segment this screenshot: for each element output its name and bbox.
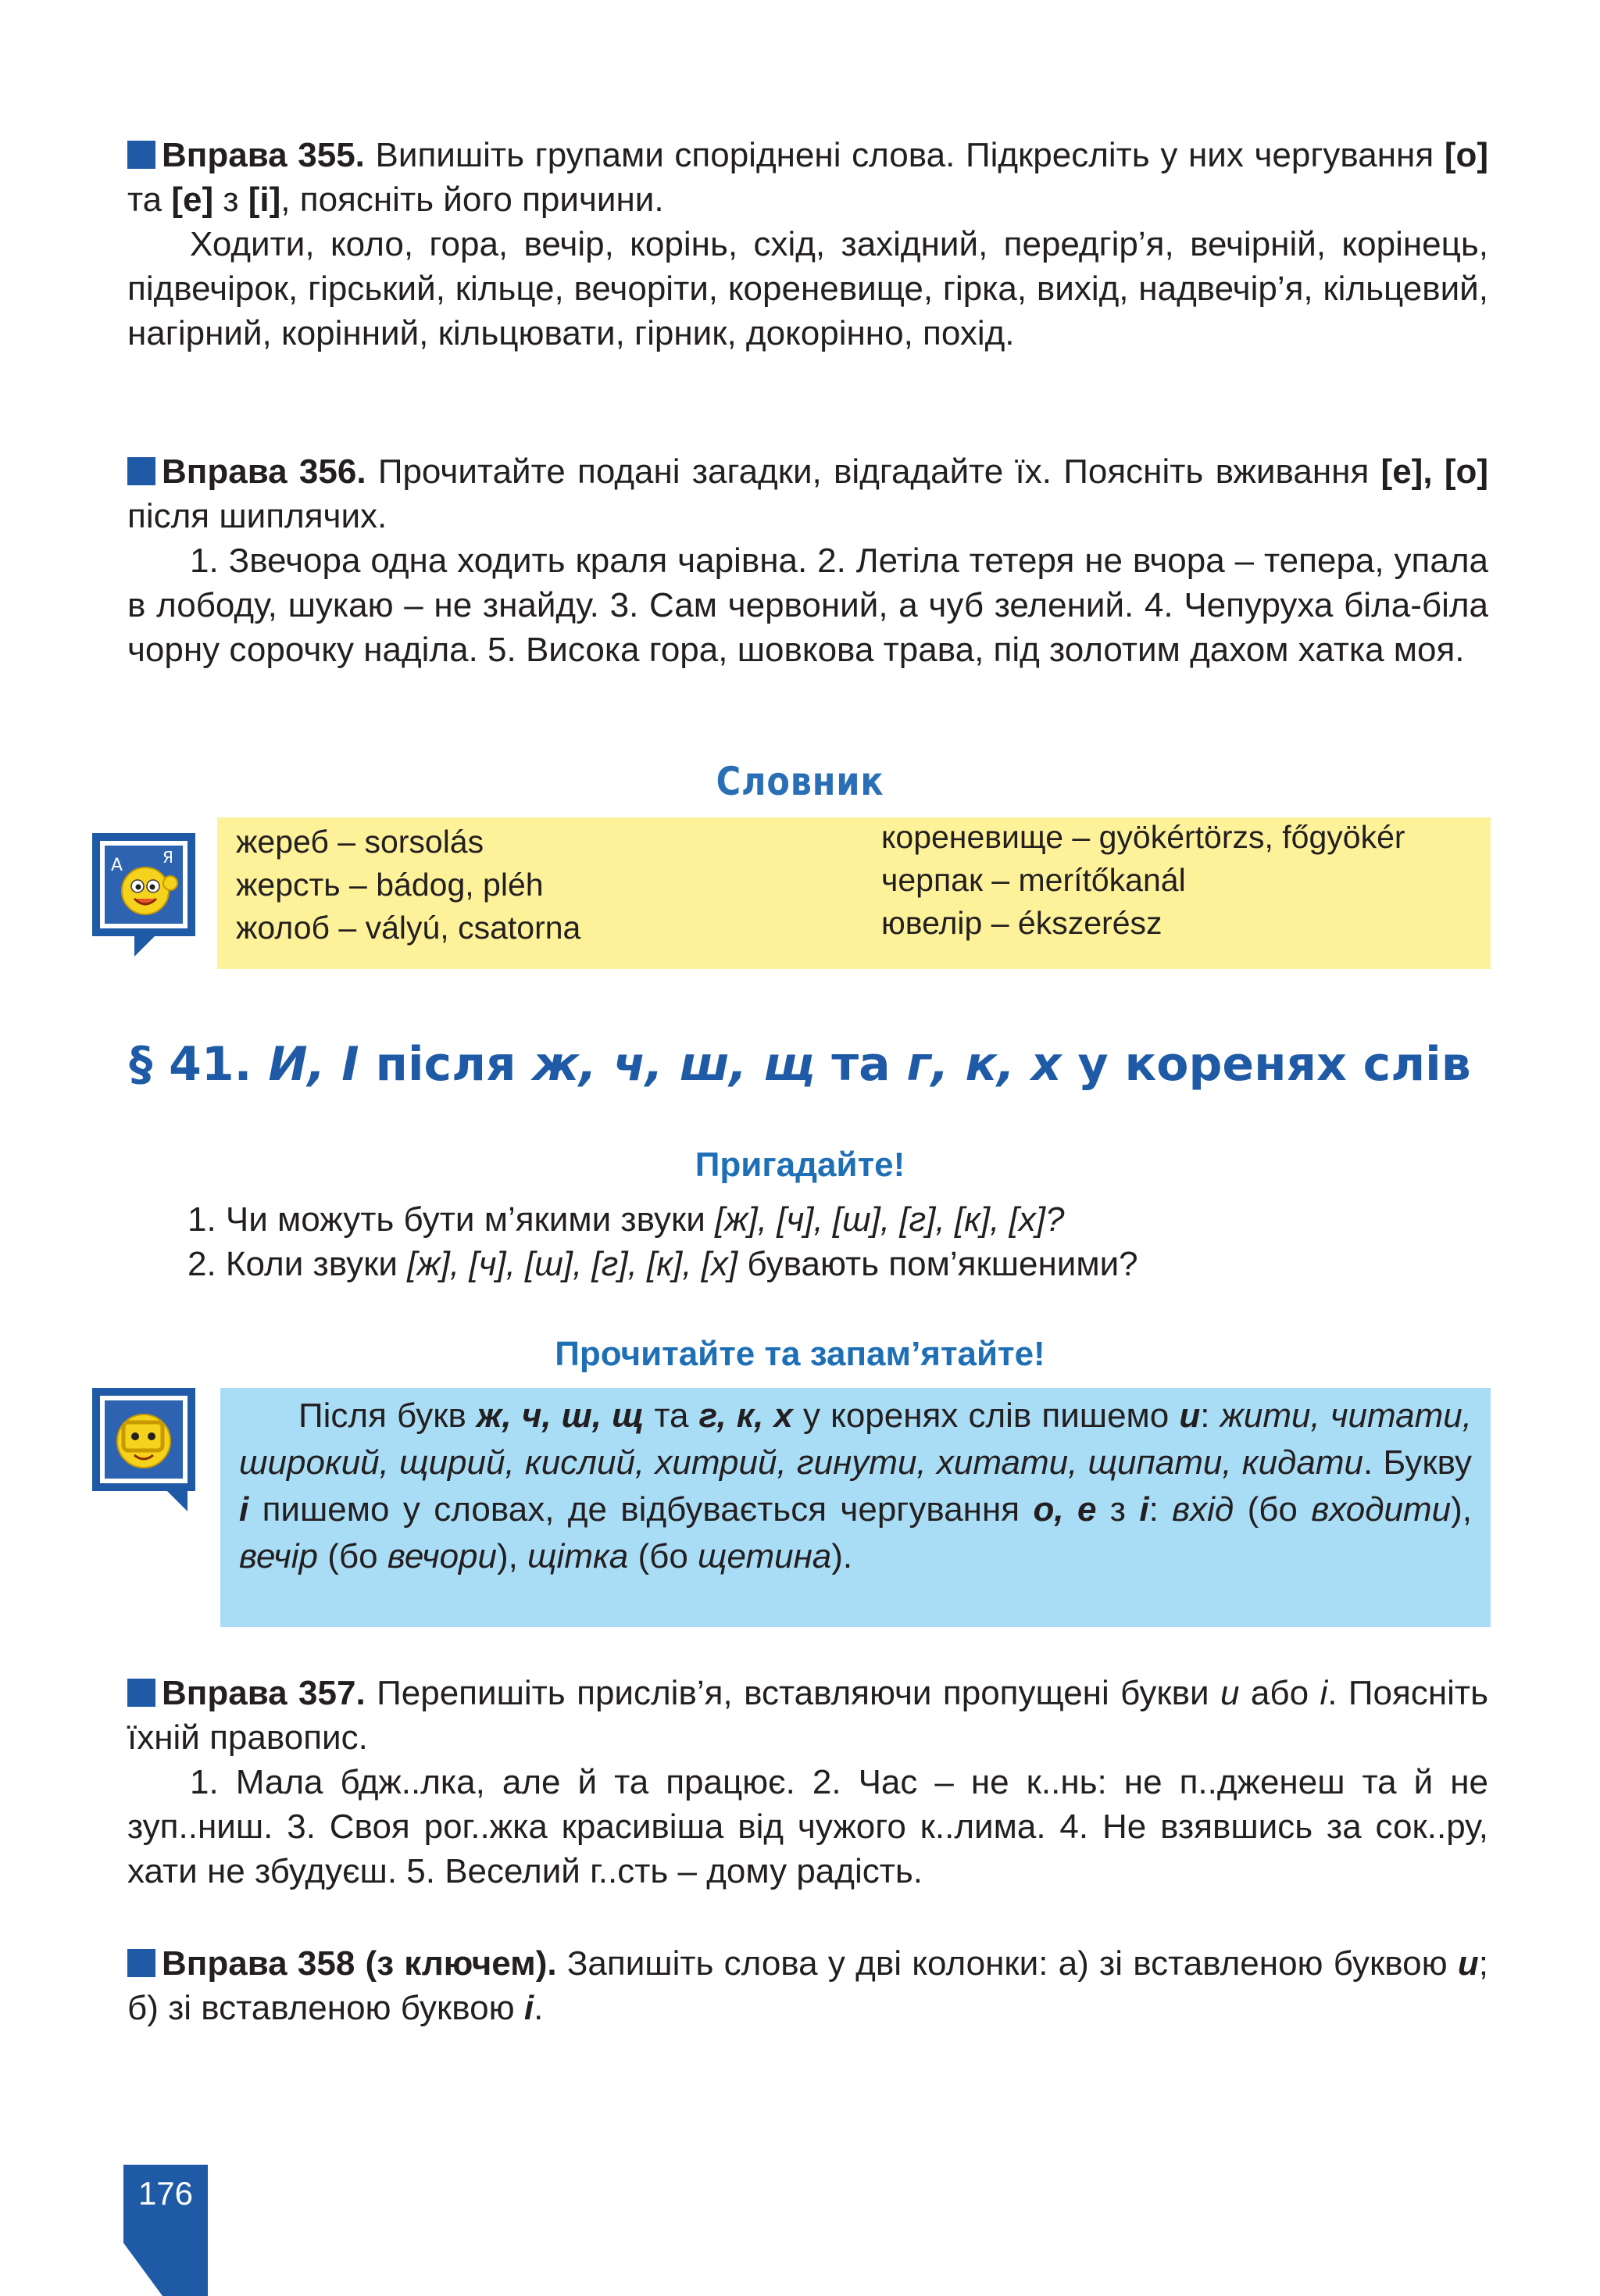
- smiley-frame-icon: [100, 1396, 188, 1483]
- bullet-square-icon: [127, 457, 155, 485]
- bullet-square-icon: [127, 1949, 155, 1977]
- section-title: § 41. И, І після ж, ч, ш, щ та г, к, х у коренях слів: [129, 1037, 1471, 1092]
- dictionary-icon: [92, 833, 195, 936]
- bullet-square-icon: [127, 141, 155, 169]
- exercise-358-task: Вправа 358 (з ключем). Запишіть слова у дві колонки: а) зі вставленою буквою и; б) зі вставленою буквою і.: [127, 1944, 1488, 2027]
- exercise-357-label: Вправа 357.: [162, 1674, 366, 1712]
- rule-box: [220, 1388, 1491, 1627]
- dictionary-entry: жолоб – vályú, csatorna: [236, 910, 581, 946]
- dictionary-box: [217, 817, 1491, 969]
- bullet-square-icon: [127, 1679, 155, 1707]
- dictionary-right-column: [881, 816, 1405, 945]
- exercise-357-proverbs: 1. Мала бдж..лка, але й та працює. 2. Час – не к..нь: не п..дженеш та й не зуп..ниш. 3. Своя рог..жка красивіша від чужого к..лима. 4. Не взявшись за сок..ру, хати не збудуєш. 5. Веселий г..сть – дому радість.: [127, 1763, 1488, 1890]
- smiley-book-icon: [100, 841, 188, 928]
- exercise-358: [127, 1941, 1488, 2030]
- svg-text:Я: Я: [162, 848, 173, 867]
- dictionary-entry: жерсть – bádog, pléh: [236, 867, 544, 903]
- remember-questions: [188, 1197, 1484, 1286]
- dictionary-entry: черпак – merítőkanál: [881, 862, 1186, 898]
- question-1: 1. Чи можуть бути м’якими звуки [ж], [ч], [ш], [г], [к], [х]?: [188, 1200, 1065, 1239]
- exercise-358-label: Вправа 358 (з ключем).: [162, 1944, 557, 1983]
- rule-title: Прочитайте та запам’ятайте!: [555, 1335, 1045, 1373]
- remember-title: Пригадайте!: [695, 1146, 905, 1184]
- svg-text:А: А: [111, 856, 123, 875]
- dictionary-entry: кореневище – gyökértörzs, főgyökér: [881, 819, 1405, 855]
- exercise-356: [127, 449, 1488, 672]
- page-number-tab: [123, 2165, 208, 2296]
- dictionary-entry: жереб – sorsolás: [236, 824, 484, 860]
- page-number: 176: [138, 2175, 194, 2212]
- dictionary-left-column: [236, 821, 580, 950]
- rule-text: Після букв ж, ч, ш, щ та г, к, х у коренях слів пишемо и: жити, читати, широкий, щирий, кислий, хитрий, гинути, хитати, щипати, кидати. Букву і пишемо у словах, де відбувається чергування о, е з і: вхід (бо входити), вечір (бо вечори), щітка (бо щетина).: [239, 1397, 1473, 1575]
- exercise-356-task: Вправа 356. Прочитайте подані загадки, відгадайте їх. Поясніть вживання [е], [о] після шиплячих.: [127, 452, 1488, 535]
- exercise-355: [127, 133, 1488, 356]
- question-2: 2. Коли звуки [ж], [ч], [ш], [г], [к], [х] бувають пом’якшеними?: [188, 1245, 1138, 1283]
- exercise-356-label: Вправа 356.: [162, 452, 366, 491]
- dictionary-entry: ювелір – ékszerész: [881, 905, 1162, 941]
- exercise-355-words: Ходити, коло, гора, вечір, корінь, схід, західний, передгір’я, вечірній, корінець, підвечірок, гірський, кільце, вечоріти, кореневище, гірка, вихід, надвечір’я, кільцевий, нагірний, корінний, кільцювати, гірник, докорінно, похід.: [127, 225, 1488, 352]
- exercise-355-label: Вправа 355.: [162, 136, 365, 174]
- exercise-357: [127, 1671, 1488, 1894]
- exercise-357-task: Вправа 357. Перепишіть прислів’я, вставляючи пропущені букви и або і. Поясніть їхній правопис.: [127, 1674, 1488, 1757]
- exercise-355-task: Вправа 355. Випишіть групами споріднені слова. Підкресліть у них чергування [о] та [е] з [і], поясніть його причини.: [127, 136, 1488, 219]
- exercise-356-riddles: 1. Звечора одна ходить краля чарівна. 2. Летіла тетеря не вчора – тепера, упала в лободу, шукаю – не знайду. 3. Сам червоний, а чуб зелений. 4. Чепуруха біла-біла чорну сорочку наділа. 5. Висока гора, шовкова трава, під золотим дахом хатка моя.: [127, 542, 1488, 669]
- dictionary-title: Словник: [716, 759, 884, 804]
- rule-icon: [92, 1388, 195, 1491]
